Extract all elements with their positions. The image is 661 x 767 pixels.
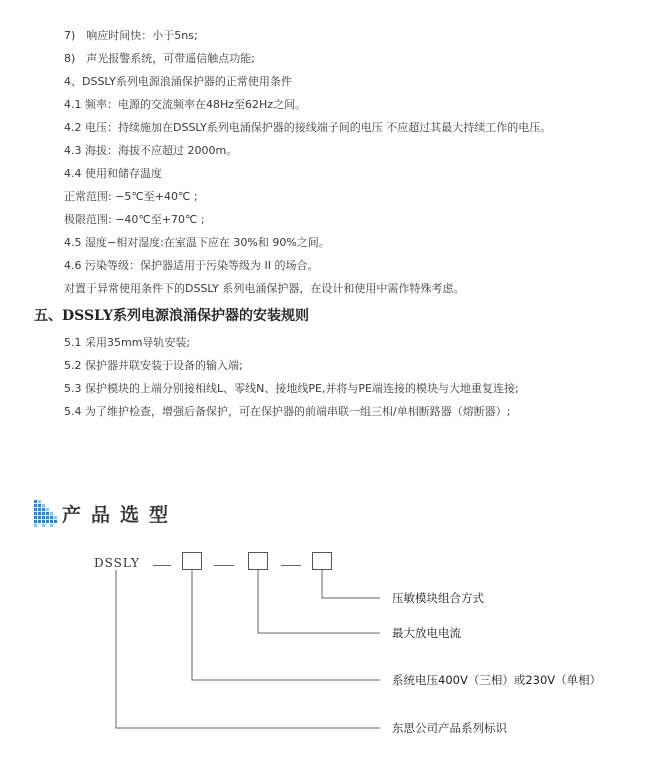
install-rule-4: 5.4 为了维护检查，增强后备保护，可在保护器的前端串联一组三相/单相断路器（熔断器）; [64, 405, 511, 418]
leader-current [258, 570, 380, 633]
leader-series [116, 570, 380, 728]
leader-voltage [192, 570, 380, 680]
condition-humidity: 4.5 湿度−相对湿度:在室温下应在 30%和 90%之间。 [64, 236, 330, 249]
install-rule-1: 5.1 采用35mm导轨安装; [64, 336, 191, 349]
spec-line-7: 7) 响应时间快：小于5ns; [64, 29, 198, 42]
condition-pollution: 4.6 污染等级：保护器适用于污染等级为 II 的场合。 [64, 259, 319, 272]
condition-altitude: 4.3 海拔：海拔不应超过 2000m。 [64, 144, 238, 157]
condition-voltage: 4.2 电压：持续施加在DSSLY系列电涌保护器的接线端子间的电压 不应超过其最大持续工作的电压。 [64, 121, 552, 134]
desc-max-discharge-current: 最大放电电流 [392, 626, 461, 640]
spec-line-8: 8) 声光报警系统，可带遥信触点功能; [64, 52, 255, 65]
install-rule-2: 5.2 保护器并联安装于设备的输入端; [64, 359, 243, 372]
condition-frequency: 4.1 频率：电源的交流频率在48Hz至62Hz之间。 [64, 98, 307, 111]
model-code-prefix: DSSLY [94, 556, 140, 570]
section-install-title: 五、DSSLY系列电源浪涌保护器的安装规则 [34, 308, 309, 324]
limit-range: 极限范围: −40℃至+70℃ ; [64, 213, 205, 226]
condition-temperature: 4.4 使用和储存温度 [64, 167, 162, 180]
desc-module-combination: 压敏模块组合方式 [392, 591, 484, 605]
desc-series-identifier: 东思公司产品系列标识 [392, 721, 507, 735]
conditions-heading: 4、DSSLY系列电源浪涌保护器的正常使用条件 [64, 75, 292, 88]
product-selection-title: 产品选型 [62, 504, 179, 526]
leader-module [322, 570, 380, 598]
normal-range: 正常范围: −5℃至+40℃ ; [64, 190, 198, 203]
abnormal-note: 对置于异常使用条件下的DSSLY 系列电涌保护器，在设计和使用中需作特殊考虑。 [64, 282, 465, 295]
desc-system-voltage: 系统电压400V（三相）或230V（单相） [392, 673, 602, 687]
install-rule-3: 5.3 保护模块的上端分别接相线L、零线N、接地线PE,并将与PE端连接的模块与大地重复连接; [64, 382, 519, 395]
